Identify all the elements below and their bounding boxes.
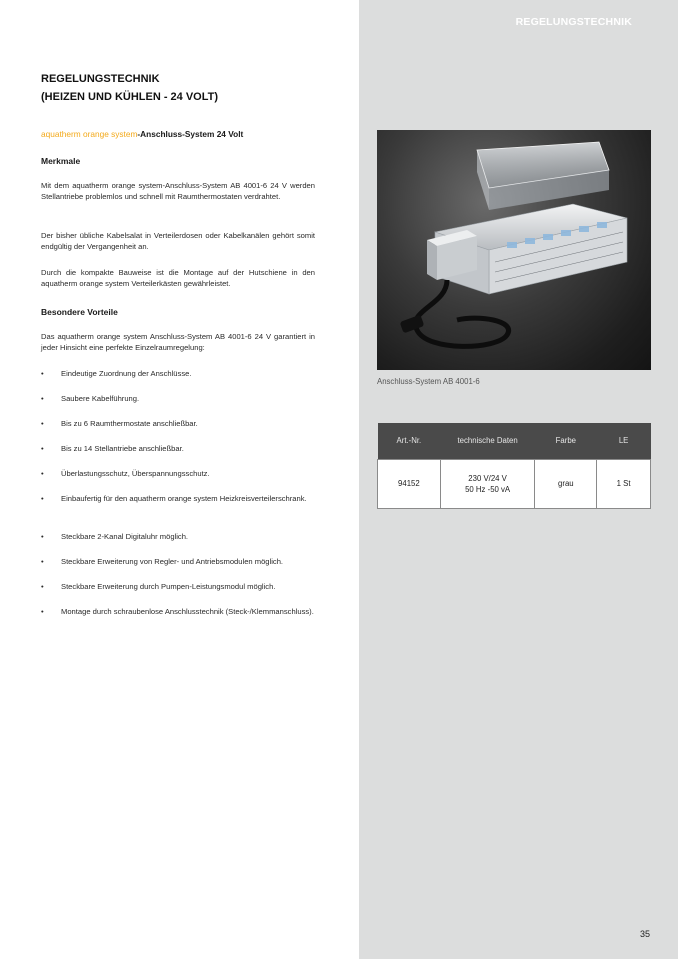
bullet-icon: • bbox=[41, 469, 44, 478]
bullet-icon: • bbox=[41, 494, 44, 503]
bullet-icon: • bbox=[41, 532, 44, 541]
title-line-2: (HEIZEN UND KÜHLEN - 24 VOLT) bbox=[41, 91, 219, 103]
title-line-1: REGELUNGSTECHNIK bbox=[41, 73, 160, 85]
col-le: LE bbox=[597, 423, 651, 459]
bullet-icon: • bbox=[41, 419, 44, 428]
table-row bbox=[378, 459, 651, 508]
bullet-icon: • bbox=[41, 444, 44, 453]
col-art-nr: Art.-Nr. bbox=[378, 423, 441, 459]
controller-illustration bbox=[377, 130, 651, 370]
bullet-icon: • bbox=[41, 582, 44, 591]
product-heading bbox=[41, 129, 243, 139]
merkmale-paragraph-1: Mit dem aquatherm orange system-Anschluss-System AB 4001-6 24 V werden Stellantriebe problemlos und schnell mit Raumthermostaten verdrahtet. bbox=[41, 181, 315, 201]
list-item: • Steckbare 2-Kanal Digitaluhr möglich. bbox=[41, 532, 189, 541]
bullet-icon: • bbox=[41, 369, 44, 378]
list-item: • Steckbare Erweiterung durch Pumpen-Leistungsmodul möglich. bbox=[41, 582, 276, 591]
list-item: • Steckbare Erweiterung von Regler- und Antriebsmodulen möglich. bbox=[41, 557, 284, 566]
list-item: • Saubere Kabelführung. bbox=[41, 394, 140, 403]
col-farbe: Farbe bbox=[535, 423, 597, 459]
product-name: -Anschluss-System 24 Volt bbox=[137, 129, 244, 139]
bullet-icon: • bbox=[41, 394, 44, 403]
merkmale-heading: Merkmale bbox=[41, 156, 81, 166]
list-item: • Bis zu 14 Stellantriebe anschließbar. bbox=[41, 444, 184, 453]
table-header-row bbox=[378, 423, 651, 459]
brand-name: aquatherm orange system bbox=[41, 129, 138, 139]
image-caption: Anschluss-System AB 4001-6 bbox=[377, 377, 480, 386]
vorteile-heading: Besondere Vorteile bbox=[41, 307, 118, 317]
merkmale-paragraph-3: Durch die kompakte Bauweise ist die Montage auf der Hutschiene in den aquatherm orange system Verteilerkästen gewährleistet. bbox=[41, 268, 315, 288]
list-item: • Montage durch schraubenlose Anschlusstechnik (Steck-/Klemmanschluss). bbox=[41, 607, 314, 616]
page-title bbox=[41, 70, 218, 106]
list-item: • Einbaufertig für den aquatherm orange system Heizkreisverteilerschrank. bbox=[41, 494, 307, 503]
section-tag: REGELUNGSTECHNIK bbox=[515, 16, 632, 28]
bullet-icon: • bbox=[41, 557, 44, 566]
cell-technische-daten bbox=[440, 459, 535, 508]
page-number: 35 bbox=[640, 929, 651, 939]
tech-line-2: 50 Hz -50 vA bbox=[465, 484, 511, 494]
tech-line-1: 230 V/24 V bbox=[468, 473, 507, 483]
merkmale-paragraph-2: Der bisher übliche Kabelsalat in Verteilerdosen oder Kabelkanälen gehört somit endgültig der Vergangenheit an. bbox=[41, 231, 315, 251]
bullet-icon: • bbox=[41, 607, 44, 616]
product-table bbox=[377, 423, 651, 509]
product-photo bbox=[377, 130, 651, 370]
list-item: • Eindeutige Zuordnung der Anschlüsse. bbox=[41, 369, 192, 378]
cell-le: 1 St bbox=[597, 459, 651, 508]
list-item: • Bis zu 6 Raumthermostate anschließbar. bbox=[41, 419, 198, 428]
cell-farbe: grau bbox=[535, 459, 597, 508]
list-item: • Überlastungsschutz, Überspannungsschutz. bbox=[41, 469, 210, 478]
cell-art-nr: 94152 bbox=[378, 459, 441, 508]
vorteile-intro: Das aquatherm orange system Anschluss-System AB 4001-6 24 V garantiert in jeder Hinsicht eine perfekte Einzelraumregelung: bbox=[41, 332, 315, 352]
col-technische-daten: technische Daten bbox=[440, 423, 535, 459]
